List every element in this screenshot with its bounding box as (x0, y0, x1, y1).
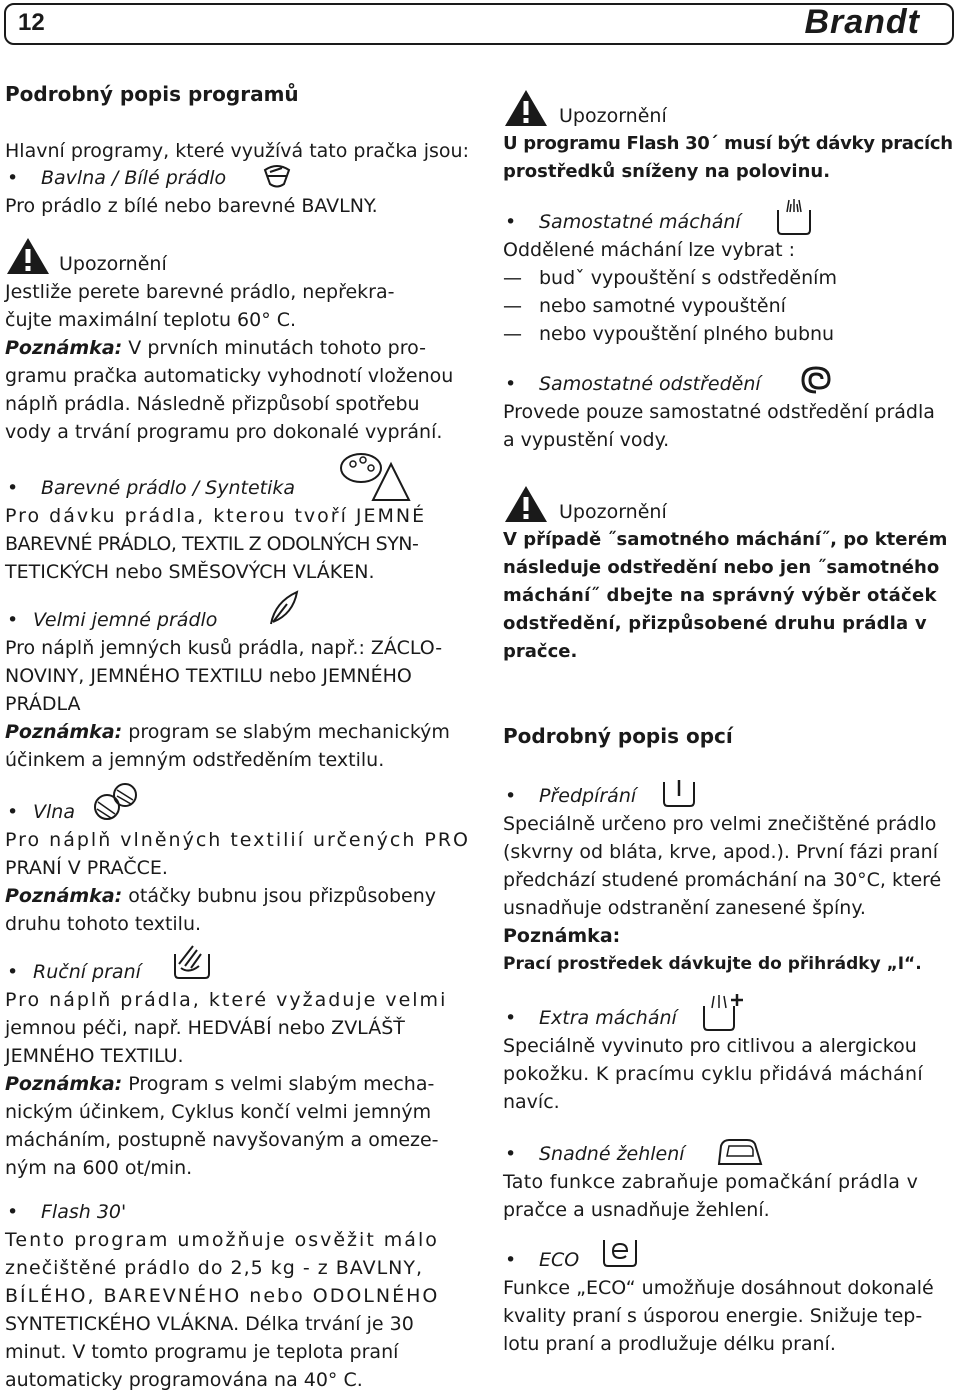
wool-line1: Pro náplň vlněných textilií určených PRO (5, 829, 471, 851)
warning-icon (503, 88, 549, 128)
warning3-line3: máchání˝ dbejte na správný výběr otáček (503, 585, 937, 606)
eco-line1: Funkce „ECO“ umožňuje dosáhnout dokonalé (503, 1277, 934, 1299)
rinse-icon (775, 196, 813, 236)
warning-title: Upozornění (559, 105, 667, 127)
section-title-programs: Podrobný popis programů (5, 82, 299, 106)
iron-icon (715, 1136, 765, 1168)
rinse-line1: Oddělené máchání lze vybrat : (503, 239, 796, 261)
rinse-opt3: nebo vypouštění plného bubnu (539, 323, 835, 345)
warning-icon (503, 484, 549, 524)
warning2-line2: prostředků sníženy na polovinu. (503, 161, 831, 182)
rinse-dash: — (503, 295, 522, 317)
bullet: • (505, 1249, 517, 1271)
handwash-note-line4: ným na 600 ot/min. (5, 1157, 193, 1179)
extra-rinse-icon (701, 990, 745, 1032)
program-name-cotton: Bavlna / Bílé prádlo (41, 167, 227, 189)
warning-icon (5, 236, 51, 276)
flash-line5: minut. V tomto programu je teplota praní (5, 1341, 399, 1363)
bullet: • (505, 211, 517, 233)
handwash-line3: JEMNÉHO TEXTILU. (5, 1045, 184, 1067)
bullet: • (505, 1143, 517, 1165)
program-name-synthetic: Barevné prádlo / Syntetika (41, 477, 296, 499)
program-name-wool: Vlna (33, 801, 75, 823)
flash-line3: BÍLÉHO, BAREVNÉHO nebo ODOLNÉHO (5, 1285, 440, 1307)
synthetic-icon (339, 450, 413, 504)
bullet: • (7, 961, 19, 983)
handwash-line1: Pro náplň prádla, které vyžaduje velmi (5, 989, 448, 1011)
wool-note-line1 (5, 882, 436, 910)
easy-iron-line1: Tato funkce zabraňuje pomačkání prádla v (503, 1171, 919, 1193)
handwash-note-line3: mácháním, postupně navyšovaným a omeze- (5, 1129, 439, 1151)
rinse-dash: — (503, 267, 522, 289)
prewash-icon (661, 776, 697, 808)
flash-line2: znečištěné prádlo do 2,5 kg - z BAVLNY, (5, 1257, 424, 1279)
program-name-flash: Flash 30' (41, 1201, 127, 1223)
option-name-prewash: Předpírání (539, 785, 637, 807)
bullet: • (7, 477, 19, 499)
cotton-icon (262, 160, 292, 192)
synthetic-line1: Pro dávku prádla, kterou tvoří JEMNÉ (5, 505, 427, 527)
program-name-spin: Samostatné odstředění (539, 373, 761, 395)
option-name-easy-iron: Snadné žehlení (539, 1143, 685, 1165)
prewash-note-text: Prací prostředek dávkujte do přihrádky „I“. (503, 954, 922, 974)
cotton-desc: Pro prádlo z bílé nebo barevné BAVLNY. (5, 195, 378, 217)
prewash-line3: předchází studené promáchání na 30°C, které (503, 869, 942, 891)
note-text: otáčky bubnu jsou přizpůsobeny (122, 885, 437, 907)
eco-line3: lotu praní a prodlužuje délku praní. (503, 1333, 836, 1355)
note-label: Poznámka: (5, 885, 123, 907)
spin-icon (799, 364, 833, 396)
eco-line2: kvality praní s úsporou energie. Snižuje tep- (503, 1305, 923, 1327)
spin-line1: Provede pouze samostatné odstředění prádla (503, 401, 935, 423)
synthetic-line3: TETICKÝCH nebo SMĚSOVÝCH VLÁKEN. (5, 561, 375, 583)
synthetic-line2: BAREVNÉ PRÁDLO, TEXTIL Z ODOLNÝCH SYN- (5, 533, 419, 555)
rinse-dash: — (503, 323, 522, 345)
spin-line2: a vypustění vody. (503, 429, 670, 451)
warning3-line4: odstředění, přizpůsobené druhu prádla v (503, 613, 927, 634)
program-name-handwash: Ruční praní (33, 961, 141, 983)
hand-wash-icon (171, 940, 213, 980)
note1-line1 (5, 334, 426, 362)
page-header (4, 3, 954, 45)
note-text: Program s velmi slabým mecha- (122, 1073, 435, 1095)
prewash-line4: usnadňuje odstranění zanesené špíny. (503, 897, 866, 919)
warning1-line1: Jestliže perete barevné prádlo, nepřekra- (5, 281, 395, 303)
warning-title: Upozornění (559, 501, 667, 523)
warning1-line2: čujte maximální teplotu 60° C. (5, 309, 297, 331)
program-name-delicate: Velmi jemné prádlo (33, 609, 218, 631)
bullet: • (7, 609, 19, 631)
delicate-line1: Pro náplň jemných kusů prádla, např.: ZÁCLO- (5, 637, 443, 659)
note-text: program se slabým mechanickým (122, 721, 450, 743)
wool-note-line2: druhu tohoto textilu. (5, 913, 202, 935)
bullet: • (505, 373, 517, 395)
flash-line1: Tento program umožňuje osvěžit málo (5, 1229, 439, 1251)
flash-line6: automaticky programována na 40° C. (5, 1369, 363, 1391)
programs-intro: Hlavní programy, které využívá tato pračka jsou: (5, 140, 469, 162)
delicate-line2: NOVINY, JEMNÉHO TEXTILU nebo JEMNÉHO (5, 665, 412, 687)
warning2-line1: U programu Flash 30´ musí být dávky pracích (503, 133, 953, 154)
bullet: • (7, 1201, 19, 1223)
brand-logo: Brandt (804, 3, 920, 41)
bullet: • (505, 1007, 517, 1029)
bullet: • (7, 801, 19, 823)
wool-icon (93, 782, 141, 822)
feather-icon (267, 588, 301, 628)
wool-line2: PRANÍ V PRAČCE. (5, 857, 168, 879)
warning3-line2: následuje odstředění nebo jen ˝samotného (503, 557, 940, 578)
eco-icon (601, 1236, 639, 1270)
extra-rinse-line2: pokožku. K pracímu cyklu přidává máchání (503, 1063, 923, 1085)
note1-line3: náplň prádla. Následně přizpůsobí spotřebu (5, 393, 420, 415)
delicate-note-line1 (5, 718, 450, 746)
extra-rinse-line3: navíc. (503, 1091, 560, 1113)
note1-line4: vody a trvání programu pro dokonalé vyprání. (5, 421, 443, 443)
easy-iron-line2: pračce a usnadňuje žehlení. (503, 1199, 770, 1221)
handwash-note-line1 (5, 1070, 434, 1098)
delicate-note-line2: účinkem a jemným odstředěním textilu. (5, 749, 385, 771)
handwash-note-line2: nickým účinkem, Cyklus končí velmi jemným (5, 1101, 432, 1123)
rinse-opt1: budˇ vypouštění s odstředěním (539, 267, 837, 289)
bullet: • (7, 167, 19, 189)
prewash-note-label: Poznámka: (503, 925, 621, 947)
bullet: • (505, 785, 517, 807)
note-text: V prvních minutách tohoto pro- (122, 337, 426, 359)
prewash-line2: (skvrny od bláta, krve, apod.). První fázi praní (503, 841, 938, 863)
delicate-line3: PRÁDLA (5, 693, 81, 715)
note1-line2: gramu pračka automaticky vyhodnotí vloženou (5, 365, 454, 387)
option-name-extra-rinse: Extra máchání (539, 1007, 677, 1029)
prewash-line1: Speciálně určeno pro velmi znečištěné prádlo (503, 813, 937, 835)
handwash-line2: jemnou péči, např. HEDVÁBÍ nebo ZVLÁŠŤ (5, 1017, 405, 1039)
note-label: Poznámka: (5, 337, 123, 359)
extra-rinse-line1: Speciálně vyvinuto pro citlivou a alergickou (503, 1035, 917, 1057)
note-label: Poznámka: (5, 721, 123, 743)
warning-title: Upozornění (59, 253, 167, 275)
warning3-line5: pračce. (503, 641, 578, 662)
section-title-options: Podrobný popis opcí (503, 724, 733, 748)
option-name-eco: ECO (539, 1249, 580, 1271)
program-name-rinse: Samostatné máchání (539, 211, 741, 233)
rinse-opt2: nebo samotné vypouštění (539, 295, 786, 317)
warning3-line1: V případě ˝samotného máchání˝, po kterém (503, 529, 948, 550)
flash-line4: SYNTETICKÉHO VLÁKNA. Délka trvání je 30 (5, 1313, 414, 1335)
page-number: 12 (18, 9, 45, 36)
note-label: Poznámka: (5, 1073, 123, 1095)
